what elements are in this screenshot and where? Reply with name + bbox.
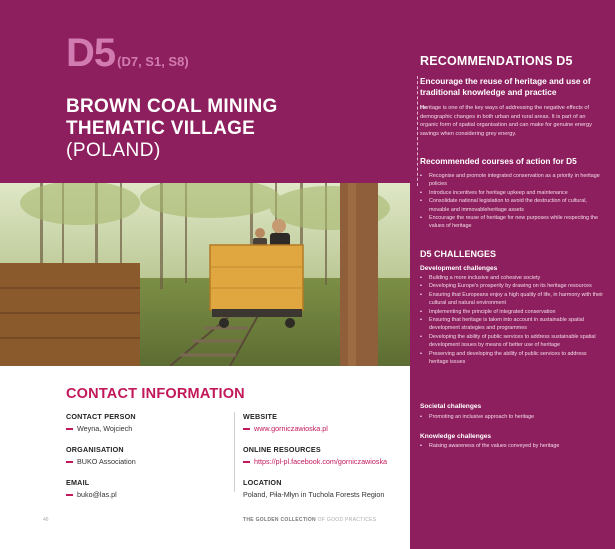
website-row	[243, 424, 413, 433]
title-line-1: BROWN COAL MINING	[66, 96, 278, 117]
dash-icon	[66, 494, 73, 496]
website-label: WEBSITE	[243, 412, 278, 421]
dash-icon	[66, 461, 73, 463]
title-line-3: (POLAND)	[66, 140, 161, 161]
online-resources	[243, 445, 413, 466]
header-banner	[0, 0, 410, 183]
online-resources-link[interactable]: https://pl-pl.facebook.com/gorniczawioska	[254, 457, 388, 466]
list-item: • Implementing the principle of integrated conservation	[420, 308, 605, 316]
location-value: Poland, Piła-Młyn in Tuchola Forests Region	[243, 490, 385, 499]
recommendations-title: RECOMMENDATIONS D5	[420, 54, 573, 68]
societal-challenges-list	[420, 413, 605, 421]
list-item: • Promoting an inclusive approach to heritage	[420, 413, 605, 421]
list-item: • Ensuring that heritage is taken into account in sustainable spatial development strategies and programmes	[420, 316, 605, 333]
development-challenges-title: Development challenges	[420, 265, 498, 272]
dash-icon	[243, 461, 250, 463]
page-title	[66, 96, 278, 162]
organisation-value: BUKO Association	[77, 457, 136, 466]
dash-icon	[243, 428, 250, 430]
para-bold: He	[420, 105, 428, 111]
recommendations-panel	[410, 0, 615, 549]
organisation-row	[66, 457, 226, 466]
list-item: • Ensuring that Europeans enjoy a high quality of life, in harmony with their cultural and natural environment	[420, 291, 605, 308]
list-item: • Encourage the reuse of heritage for new purposes while respecting the values of heritage	[420, 214, 605, 231]
footer-text	[243, 517, 376, 523]
contact-person	[66, 412, 226, 433]
development-challenges-list	[420, 274, 605, 366]
forest-mine-cart-photo	[0, 183, 410, 366]
email	[66, 478, 226, 499]
footer-bold: THE GOLDEN COLLECTION	[243, 517, 316, 523]
code-sub: (D7, S1, S8)	[117, 54, 189, 69]
website-link[interactable]: www.gorniczawioska.pl	[254, 424, 328, 433]
list-item: • Preserving and developing the ability of public services to address heritage issues	[420, 350, 605, 367]
contact-person-row	[66, 424, 226, 433]
online-resources-row	[243, 457, 413, 466]
societal-challenges-title: Societal challenges	[420, 403, 482, 410]
contact-person-value: Weyna, Wojciech	[77, 424, 133, 433]
contact-column-left	[66, 412, 226, 511]
footer-light: OF GOOD PRACTICES	[315, 517, 377, 523]
title-line-2: THEMATIC VILLAGE	[66, 118, 256, 139]
list-item: • Building a more inclusive and cohesive society	[420, 274, 605, 282]
organisation-label: ORGANISATION	[66, 445, 124, 454]
knowledge-challenges-title: Knowledge challenges	[420, 433, 492, 440]
challenges-title: D5 CHALLENGES	[420, 249, 497, 259]
online-resources-label: ONLINE RESOURCES	[243, 445, 321, 454]
list-item: • Raising awareness of the values conveyed by heritage	[420, 442, 605, 450]
location-label: LOCATION	[243, 478, 282, 487]
list-item: • Consolidate national legislation to avoid the destruction of cultural, movable and immovableheritage assets	[420, 197, 605, 214]
courses-list	[420, 172, 605, 231]
list-item: • Developing Europe's prosperity by drawing on its heritage resources	[420, 282, 605, 290]
knowledge-challenges-list	[420, 442, 605, 450]
dash-icon	[66, 428, 73, 430]
para-rest: ritage is one of the key ways of addressing the negative effects of demographic changes in both urban and rural areas. It is part of an organic form of spatial organisation and can make for genuine energy savings when considering grey energy.	[420, 105, 592, 137]
website	[243, 412, 413, 433]
courses-title: Recommended courses of action for D5	[420, 156, 577, 166]
email-row	[66, 490, 226, 499]
practice-code	[66, 31, 189, 76]
list-item: • Developing the ability of public services to address sustainable spatial development issues by means of better use of heritage	[420, 333, 605, 350]
page-number: 46	[43, 517, 49, 523]
recommendations-subtitle: Encourage the reuse of heritage and use of traditional knowledge and practice	[420, 76, 591, 97]
list-item: • Recognise and promote integrated conservation as a priority in heritage policies	[420, 172, 605, 189]
contact-title: CONTACT INFORMATION	[66, 386, 245, 402]
contact-person-label: CONTACT PERSON	[66, 412, 136, 421]
contact-column-right	[243, 412, 413, 511]
dotted-rule	[417, 76, 418, 186]
code-main: D5	[66, 31, 116, 75]
email-label: EMAIL	[66, 478, 90, 487]
organisation	[66, 445, 226, 466]
list-item: • Introduce incentives for heritage upkeep and maintenance	[420, 189, 605, 197]
contact-divider	[234, 412, 235, 492]
recommendations-paragraph	[420, 104, 605, 138]
location	[243, 478, 413, 499]
location-row	[243, 490, 413, 499]
email-value[interactable]: buko@las.pl	[77, 490, 117, 499]
